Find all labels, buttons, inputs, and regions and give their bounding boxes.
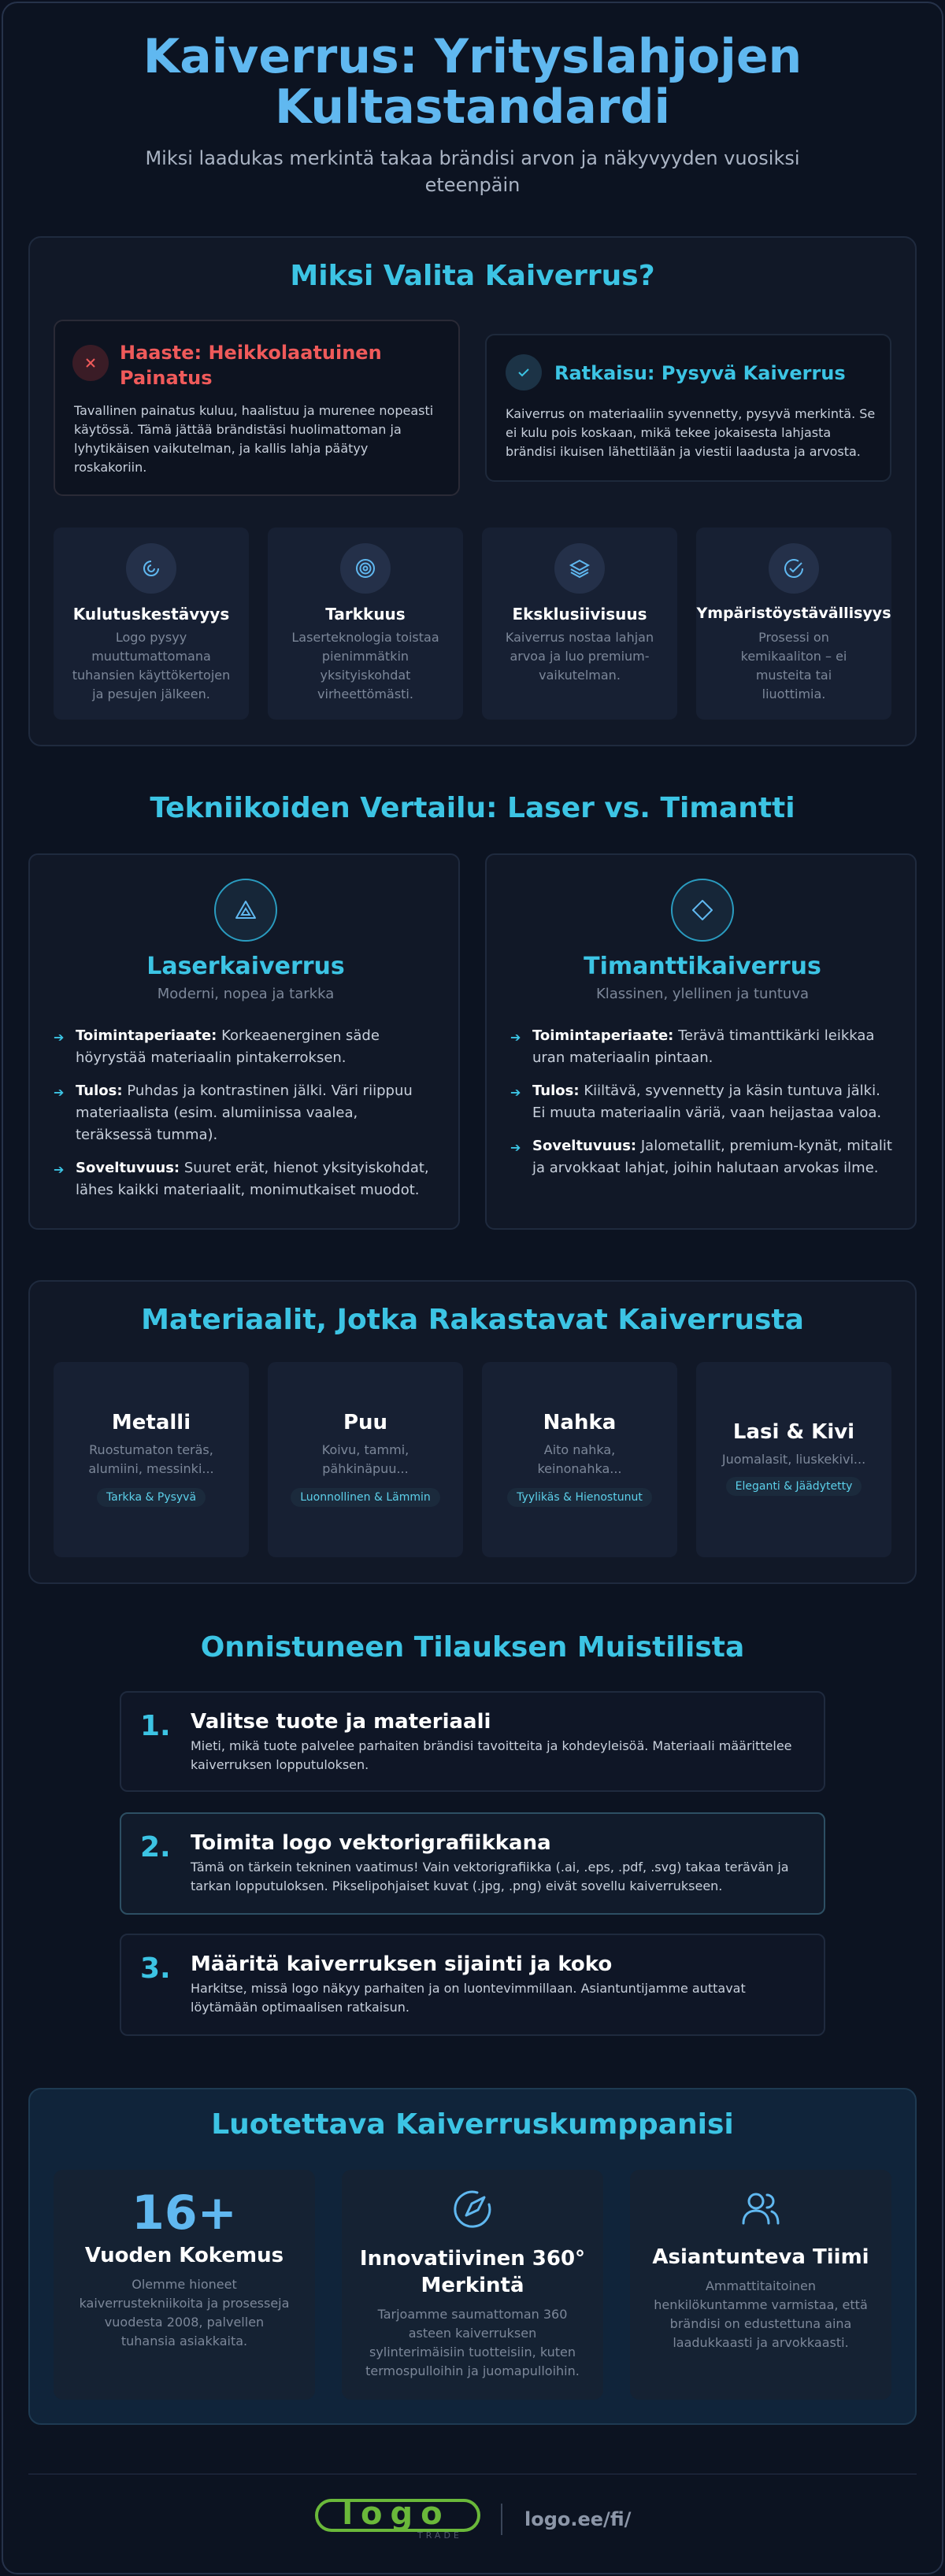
diamond-icon	[671, 879, 734, 942]
problem-card	[54, 320, 460, 496]
footer-logo[interactable]	[315, 2497, 482, 2541]
problem-title: Haaste: Heikkolaatuinen Painatus	[120, 342, 382, 389]
check-circle-icon	[769, 543, 819, 594]
diamond-card	[485, 853, 917, 1230]
footer-url[interactable]: logo.ee/fi/	[524, 2508, 632, 2530]
feature-card	[268, 527, 463, 720]
durability-icon	[126, 543, 176, 594]
step-number: 3.	[140, 1952, 171, 1985]
footer-separator	[501, 2504, 502, 2535]
arrow-icon: ➔	[510, 1030, 521, 1045]
feature-title: Eksklusiivisuus	[512, 605, 647, 624]
partner-title: Luotettava Kaiverruskumppanisi	[211, 2108, 734, 2141]
feature-title: Ympäristöystävällisyys	[696, 605, 891, 622]
material-name: Puu	[343, 1411, 388, 1434]
material-card	[54, 1362, 249, 1557]
material-desc: Ruostumaton teräs, alumiini, messinki...	[88, 1442, 214, 1476]
partner-card-title: Vuoden Kokemus	[84, 2244, 284, 2267]
x-icon	[72, 345, 109, 381]
experience-number: 16+	[132, 2186, 237, 2241]
feature-card	[54, 527, 249, 720]
target-icon	[340, 543, 391, 594]
material-card	[482, 1362, 677, 1557]
solution-card	[485, 334, 891, 482]
step-text: Tämä on tärkein tekninen vaatimus! Vain vektorigrafiikka (.ai, .eps, .pdf, .svg) takaa terävän ja tarkan lopputuloksen. Pikselipohjaiset kuvat (.jpg, .png) eivät sovellu kaiverrukseen.	[191, 1860, 789, 1893]
material-tag: Tyylikäs & Hienostunut	[507, 1488, 652, 1507]
diamond-bullet: Toimintaperiaate: Terävä timanttikärki leikkaa uran materiaalin pintaan.	[532, 1027, 875, 1066]
checklist-title: Onnistuneen Tilauksen Muistilista	[200, 1631, 745, 1664]
diamond-bullet: Tulos: Kiiltävä, syvennetty ja käsin tuntuva jälki. Ei muuta materiaalin väriä, vaan heijastaa valoa.	[532, 1083, 882, 1121]
partner-card-title: Asiantunteva Tiimi	[652, 2245, 869, 2269]
material-tag: Luonnollinen & Lämmin	[291, 1488, 440, 1507]
feature-text: Kaiverrus nostaa lahjan arvoa ja luo premium-vaikutelman.	[505, 630, 654, 683]
checklist-step	[120, 1691, 825, 1792]
feature-text: Prosessi on kemikaaliton – ei musteita tai liuottimia.	[740, 630, 847, 701]
material-name: Lasi & Kivi	[732, 1420, 855, 1444]
material-tag: Eleganti & Jäädytetty	[726, 1477, 862, 1496]
laser-bullet: Tulos: Puhdas ja kontrastinen jälki. Väri riippuu materiaalista (esim. alumiinissa vaalea, teräksessä tumma).	[76, 1083, 413, 1143]
partner-card	[342, 2170, 603, 2400]
material-name: Metalli	[111, 1411, 191, 1434]
laser-subtitle: Moderni, nopea ja tarkka	[157, 986, 335, 1002]
laser-card	[28, 853, 460, 1230]
partner-card-text: Tarjoamme saumattoman 360 asteen kaiverruksen sylinterimäisiin tuotteisiin, kuten termospulloihin ja juomapulloihin.	[365, 2307, 580, 2378]
diamond-subtitle: Klassinen, ylellinen ja tuntuva	[595, 986, 810, 1002]
material-desc: Aito nahka, keinonahka...	[537, 1442, 622, 1476]
solution-text: Kaiverrus on materiaaliin syvennetty, pysyvä merkintä. Se ei kulu pois koskaan, mikä tekee jokaisesta lahjasta brändisi ikuisen lähettilään ja viestii laadusta ja arvosta.	[506, 406, 876, 459]
page-title: Kaiverrus: Yrityslahjojen Kultastandardi	[143, 29, 802, 135]
team-icon	[739, 2187, 783, 2231]
laser-bullet: Soveltuvuus: Suuret erät, hienot yksityiskohdat, lähes kaikki materiaalit, monimutkaiset muodot.	[76, 1160, 429, 1198]
material-desc: Juomalasit, liuskekivi...	[721, 1452, 866, 1467]
feature-title: Tarkkuus	[325, 605, 406, 624]
checklist-step	[120, 1934, 825, 2036]
problem-text: Tavallinen painatus kuluu, haalistuu ja murenee nopeasti käytössä. Tämä jättää brändistäsi huolimattoman ja lyhytikäisen vaikutelman, ja kallis lahja päätyy roskakoriin.	[74, 403, 434, 475]
partner-card	[630, 2170, 891, 2400]
laser-title: Laserkaiverrus	[146, 953, 345, 980]
material-card	[268, 1362, 463, 1557]
compass-icon	[450, 2187, 495, 2231]
step-number: 1.	[140, 1710, 171, 1742]
partner-card	[54, 2170, 315, 2400]
compare-title: Tekniikoiden Vertailu: Laser vs. Timantti	[150, 792, 795, 824]
logo-subtext: TRADE	[417, 2530, 462, 2541]
laser-bullet: Toimintaperiaate: Korkeaenerginen säde höyrystää materiaalin pintakerroksen.	[76, 1027, 380, 1066]
feature-title: Kulutuskestävyys	[72, 605, 230, 624]
partner-card-title: Innovatiivinen 360° Merkintä	[359, 2247, 586, 2297]
layers-icon	[554, 543, 605, 594]
feature-text: Laserteknologia toistaa pienimmätkin yksityiskohdat virheettömästi.	[291, 630, 439, 701]
step-title: Toimita logo vektorigrafiikkana	[191, 1831, 551, 1855]
arrow-icon: ➔	[54, 1030, 65, 1045]
feature-card	[696, 527, 891, 720]
materials-title: Materiaalit, Jotka Rakastavat Kaiverrusta	[141, 1304, 804, 1336]
triangle-icon	[214, 879, 277, 942]
step-text: Harkitse, missä logo näkyy parhaiten ja on luontevimmillaan. Asiantuntijamme auttavat löytämään optimaalisen ratkaisun.	[191, 1981, 746, 2015]
step-text: Mieti, mikä tuote palvelee parhaiten brändisi tavoitteita ja kohdeyleisöä. Materiaali määrittelee kaiverruksen lopputuloksen.	[191, 1738, 792, 1772]
feature-text: Logo pysyy muuttumattomana tuhansien käyttökertojen ja pesujen jälkeen.	[72, 630, 231, 701]
check-icon	[506, 354, 542, 390]
diamond-title: Timanttikaiverrus	[584, 953, 821, 980]
step-title: Valitse tuote ja materiaali	[191, 1710, 491, 1734]
arrow-icon: ➔	[510, 1140, 521, 1155]
material-name: Nahka	[543, 1411, 617, 1434]
why-title: Miksi Valita Kaiverrus?	[290, 260, 655, 292]
material-tag: Tarkka & Pysyvä	[97, 1488, 206, 1507]
solution-title: Ratkaisu: Pysyvä Kaiverrus	[554, 362, 846, 384]
hero	[0, 31, 945, 198]
arrow-icon: ➔	[54, 1162, 65, 1177]
logo-wordmark: logo	[342, 2496, 450, 2532]
step-title: Määritä kaiverruksen sijainti ja koko	[191, 1952, 613, 1976]
arrow-icon: ➔	[54, 1085, 65, 1100]
feature-card	[482, 527, 677, 720]
checklist-step	[120, 1812, 825, 1915]
material-desc: Koivu, tammi, pähkinäpuu...	[321, 1442, 410, 1476]
material-card	[696, 1362, 891, 1557]
arrow-icon: ➔	[510, 1085, 521, 1100]
page-subtitle: Miksi laadukas merkintä takaa brändisi arvon ja näkyvyyden vuosiksi eteenpäin	[145, 147, 800, 196]
diamond-bullet: Soveltuvuus: Jalometallit, premium-kynät, mitalit ja arvokkaat lahjat, joihin halutaan arvokas ilme.	[532, 1138, 892, 1176]
step-number: 2.	[140, 1831, 171, 1864]
partner-card-text: Ammattitaitoinen henkilökuntamme varmistaa, että brändisi on edustettuna aina laadukkaasti ja arvokkaasti.	[654, 2278, 868, 2350]
partner-card-text: Olemme hioneet kaiverrustekniikoita ja prosesseja vuodesta 2008, palvellen tuhansia asiakkaita.	[79, 2277, 290, 2348]
